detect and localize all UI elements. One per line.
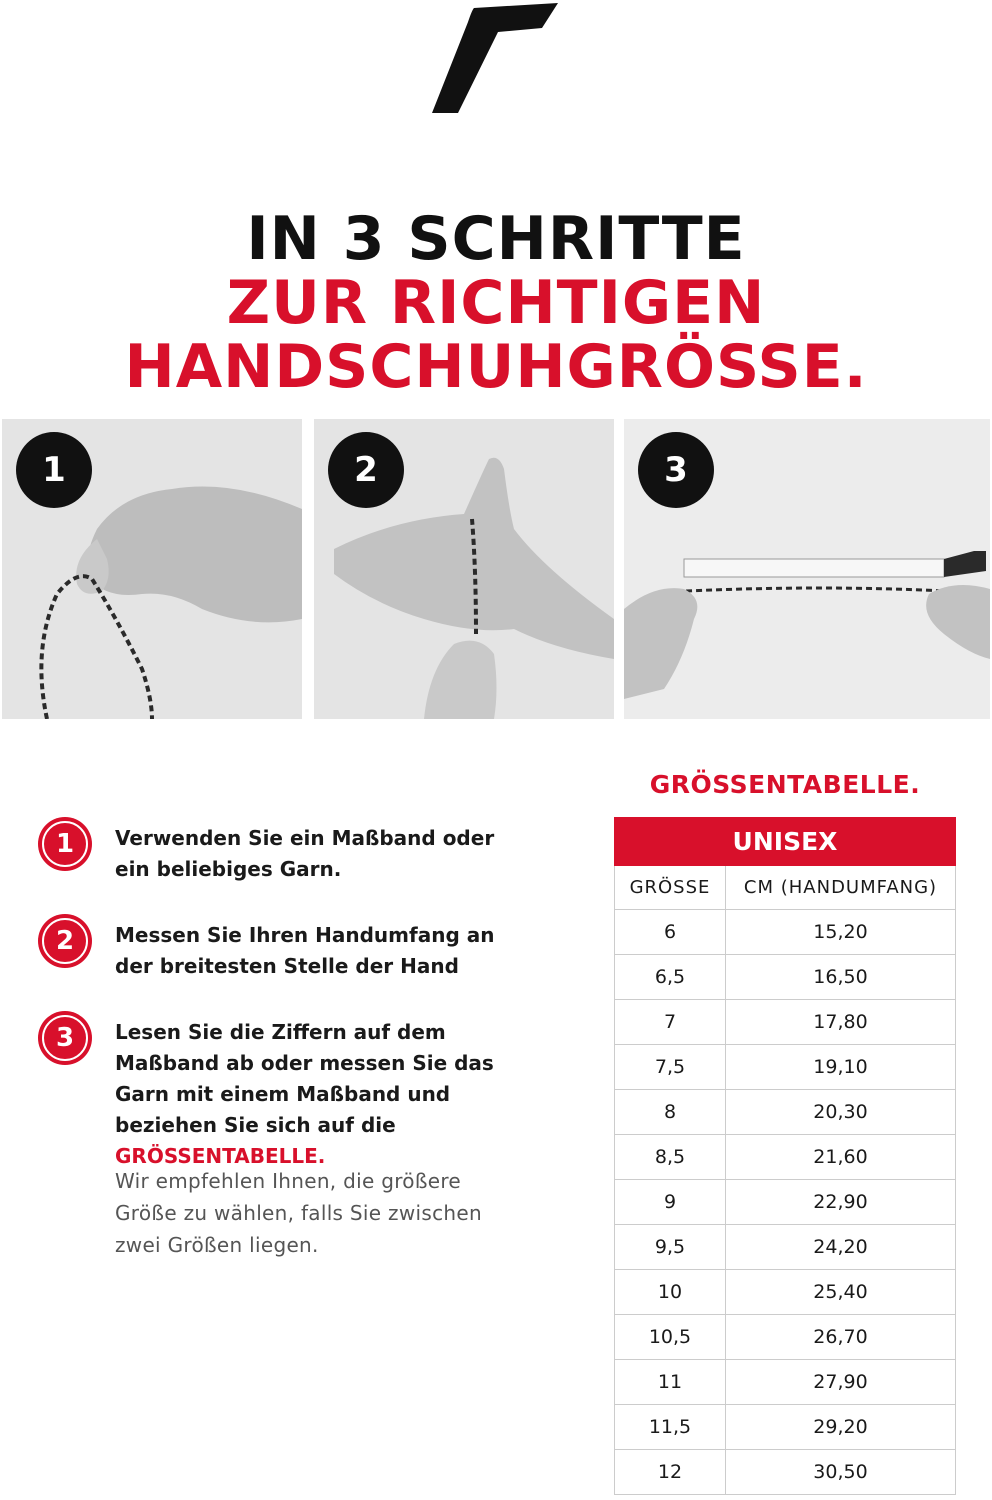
step-1-number: 1 [38, 817, 92, 871]
circumference-cell: 20,30 [726, 1090, 956, 1135]
size-cell: 10,5 [615, 1315, 726, 1360]
step-3-highlight: GRÖSSENTABELLE. [115, 1144, 326, 1168]
size-cell: 8 [615, 1090, 726, 1135]
step-1-text: Verwenden Sie ein Maßband oder ein beliebiges Garn. [115, 826, 495, 881]
circumference-cell: 21,60 [726, 1135, 956, 1180]
circumference-cell: 22,90 [726, 1180, 956, 1225]
size-table-title: GRÖSSENTABELLE. [649, 770, 921, 799]
table-row [615, 1270, 956, 1315]
circumference-cell: 29,20 [726, 1405, 956, 1450]
step-2-text: Messen Sie Ihren Handumfang an der breitesten Stelle der Hand [115, 923, 495, 978]
column-header-size: GRÖSSE [615, 866, 726, 910]
size-cell: 9,5 [615, 1225, 726, 1270]
circumference-cell: 30,50 [726, 1450, 956, 1495]
size-table-group: UNISEX [615, 818, 956, 866]
table-row [615, 1135, 956, 1180]
size-cell: 11 [615, 1360, 726, 1405]
recommendation-note: Wir empfehlen Ihnen, die größere Größe zu wählen, falls Sie zwischen zwei Größen liegen. [115, 1169, 482, 1257]
step-1-photo [2, 419, 302, 719]
circumference-cell: 27,90 [726, 1360, 956, 1405]
circumference-cell: 19,10 [726, 1045, 956, 1090]
step-3-text [115, 1017, 545, 1172]
table-row [615, 1045, 956, 1090]
circumference-cell: 25,40 [726, 1270, 956, 1315]
step-2-badge: 2 [328, 432, 404, 508]
circumference-cell: 17,80 [726, 1000, 956, 1045]
size-cell: 6,5 [615, 955, 726, 1000]
size-table [614, 817, 956, 1495]
size-cell: 7 [615, 1000, 726, 1045]
size-cell: 6 [615, 910, 726, 955]
step-3-badge: 3 [638, 432, 714, 508]
column-header-cm: CM (HANDUMFANG) [726, 866, 956, 910]
table-row [615, 1405, 956, 1450]
table-row [615, 1180, 956, 1225]
size-table-body [615, 910, 956, 1495]
size-cell: 7,5 [615, 1045, 726, 1090]
table-row [615, 1000, 956, 1045]
table-row [615, 1315, 956, 1360]
size-cell: 10 [615, 1270, 726, 1315]
headline-line-3: HANDSCHUHGRÖSSE. [124, 332, 868, 402]
step-3-photo [624, 419, 990, 719]
circumference-cell: 26,70 [726, 1315, 956, 1360]
table-row [615, 955, 956, 1000]
size-cell: 12 [615, 1450, 726, 1495]
table-row [615, 1225, 956, 1270]
table-row [615, 1090, 956, 1135]
step-2-photo [314, 419, 614, 719]
circumference-cell: 16,50 [726, 955, 956, 1000]
step-1-badge: 1 [16, 432, 92, 508]
step-3-body: Lesen Sie die Ziffern auf dem Maßband ab oder messen Sie das Garn mit einem Maßband und beziehen Sie sich auf die [115, 1020, 494, 1137]
headline-line-1: IN 3 SCHRITTE [246, 204, 746, 274]
table-row [615, 1450, 956, 1495]
circumference-cell: 15,20 [726, 910, 956, 955]
size-cell: 8,5 [615, 1135, 726, 1180]
brand-logo-icon [430, 0, 560, 116]
size-cell: 9 [615, 1180, 726, 1225]
table-row [615, 1360, 956, 1405]
headline-line-2: ZUR RICHTIGEN [226, 268, 766, 338]
size-cell: 11,5 [615, 1405, 726, 1450]
step-2-number: 2 [38, 914, 92, 968]
step-3-number: 3 [38, 1011, 92, 1065]
circumference-cell: 24,20 [726, 1225, 956, 1270]
table-row [615, 910, 956, 955]
